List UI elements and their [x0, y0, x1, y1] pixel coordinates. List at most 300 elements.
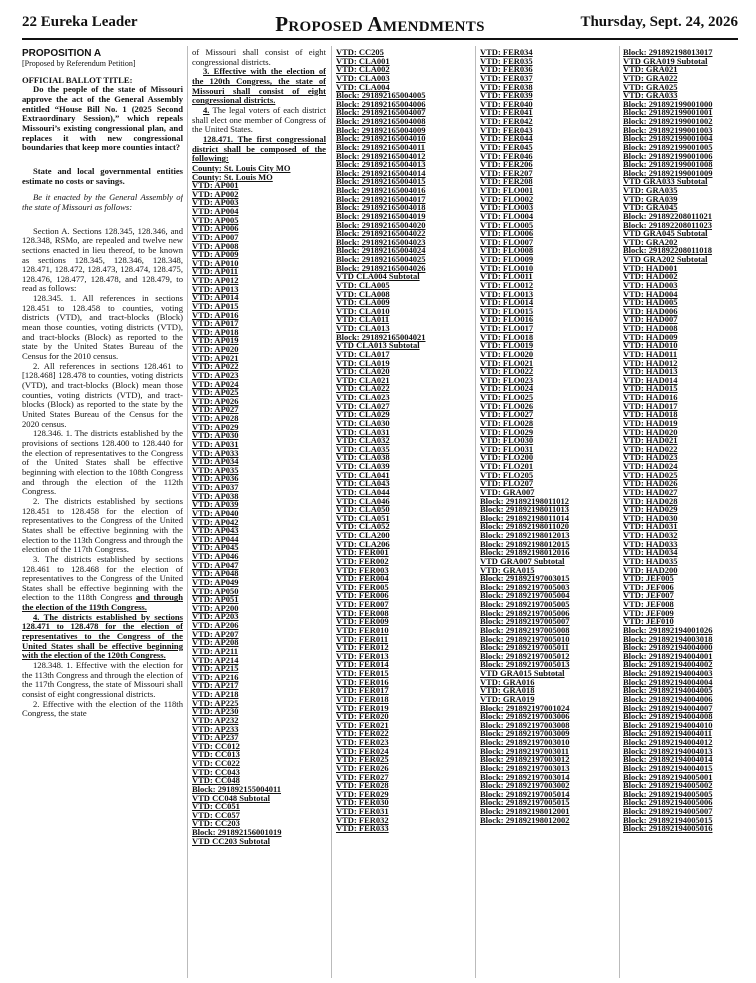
list-item: VTD: HAD007 — [623, 314, 678, 325]
list-item: VTD: CLA008 — [336, 288, 390, 299]
header-rule — [22, 38, 738, 40]
list-item: VTD: AP031 — [192, 438, 239, 449]
list-item: VTD: HAD015 — [623, 383, 678, 394]
list-item: VTD: CLA044 — [336, 486, 390, 497]
list-item: Block: 291892165004006 — [336, 98, 426, 109]
section-128-348-4: 4. The legal voters of each district shall elect one member of Congress of the United States. — [192, 104, 326, 135]
list-item: VTD: FER030 — [336, 797, 389, 808]
list-item: Block: 291892165004022 — [336, 228, 426, 239]
list-item: Block: 291892194004002 — [623, 659, 713, 670]
list-item: VTD: HAD009 — [623, 331, 678, 342]
list-item: VTD CLA013 Subtotal — [336, 340, 420, 351]
list-item: VTD: AP051 — [192, 594, 239, 605]
list-item: Block: 291892194004010 — [623, 719, 713, 730]
list-item: Block: 291892197003002 — [480, 780, 570, 791]
list-item: VTD: AP028 — [192, 413, 239, 423]
list-item: Block: 291892197005010 — [480, 633, 570, 644]
list-item: VTD: AP006 — [192, 223, 239, 234]
list-item: Block: 291892194004014 — [623, 754, 713, 765]
list-item: Block: 291892194004011 — [623, 728, 713, 739]
list-item: VTD: HAD014 — [623, 374, 678, 385]
list-item: VTD: CLA003 — [336, 72, 390, 83]
list-item: Block: 291892197005012 — [480, 650, 570, 661]
list-item: VTD: JEF005 — [623, 573, 674, 584]
list-item: Block: 291892197003013 — [480, 762, 570, 773]
district-list — [480, 48, 615, 824]
list-item: VTD: AP207 — [192, 628, 239, 639]
list-item: VTD: FER013 — [336, 650, 389, 661]
list-item: VTD CLA004 Subtotal — [336, 271, 420, 282]
list-item: VTD: AP203 — [192, 611, 239, 622]
list-item: Block: 291892208011021 — [623, 210, 713, 221]
list-item: VTD: HAD034 — [623, 547, 678, 558]
list-item: VTD: CC013 — [192, 749, 240, 760]
list-item: Block: 291892197003006 — [480, 711, 570, 722]
list-item: VTD: HAD021 — [623, 435, 678, 446]
list-item: VTD: AP013 — [192, 283, 239, 294]
section-128-346-1: 128.346. 1. The districts established by the provisions of sections 128.400 to 128.440 for the election of representatives to the Congress of the United States shall be effective beginning with election to the 108th Congress and through the election of the 112th Congress. — [22, 428, 183, 497]
list-item: VTD: AP218 — [192, 689, 239, 699]
list-item: VTD: FLO008 — [480, 245, 534, 256]
list-item: Block: 291892198012001 — [480, 806, 570, 816]
list-item: VTD: AP037 — [192, 482, 239, 492]
list-item: VTD: GRA033 — [623, 90, 678, 101]
list-item: VTD: FER208 — [480, 176, 533, 187]
list-item: Block: 291892165004019 — [336, 210, 426, 221]
list-item: Block: 291892197003009 — [480, 728, 570, 739]
list-item: VTD: FER015 — [336, 668, 389, 678]
list-item: VTD: CC203 — [192, 818, 240, 829]
list-item: VTD: AP003 — [192, 197, 239, 208]
list-item: Block: 291892194003018 — [623, 633, 713, 644]
list-item: VTD: AP030 — [192, 430, 239, 441]
amended-text: and through the election of the 119th Congress. — [22, 592, 183, 613]
list-item: VTD: FER016 — [336, 676, 389, 687]
list-item: VTD: FLO004 — [480, 210, 534, 221]
list-item: Block: 291892197001024 — [480, 702, 570, 713]
list-item: VTD: HAD033 — [623, 538, 678, 549]
list-item: VTD: CLA020 — [336, 366, 390, 377]
list-item: VTD: HAD029 — [623, 504, 678, 515]
list-item: VTD: HAD200 — [623, 564, 678, 575]
list-item: VTD: FER007 — [336, 599, 389, 609]
list-item: Block: 291892197005004 — [480, 590, 570, 601]
list-item: VTD GRA015 Subtotal — [480, 668, 565, 678]
list-item: VTD: AP039 — [192, 499, 239, 510]
list-item: VTD: FER005 — [336, 581, 389, 592]
list-item: VTD: FER025 — [336, 754, 389, 765]
list-item: Block: 291892194004007 — [623, 702, 713, 713]
list-item: VTD: FER039 — [480, 90, 533, 101]
list-item: Block: 291892194004012 — [623, 737, 713, 747]
list-item: VTD: FLO002 — [480, 193, 534, 204]
list-item: VTD: FLO013 — [480, 288, 534, 299]
list-item: VTD: HAD005 — [623, 297, 678, 308]
list-item: VTD: FER040 — [480, 98, 533, 109]
list-item: VTD: FER046 — [480, 150, 533, 161]
list-item: VTD: HAD022 — [623, 443, 678, 454]
page-header — [22, 12, 738, 36]
list-item: VTD: FER036 — [480, 64, 533, 75]
list-item: VTD: JEF008 — [623, 599, 674, 609]
column-2 — [192, 48, 326, 978]
list-item: VTD: AP047 — [192, 559, 239, 570]
list-item: VTD: AP200 — [192, 602, 239, 613]
list-item: VTD: AP011 — [192, 266, 239, 277]
list-item: Block: 291892155004011 — [192, 783, 282, 794]
list-item: VTD: CLA035 — [336, 443, 390, 454]
list-item: Block: 291892194005002 — [623, 780, 713, 791]
list-item: VTD: FLO010 — [480, 262, 534, 273]
section-128-345-2: 2. All references in sections 128.461 to [128.468] 128.478 to counties, voting districts (VTD), and tract-blocks (Block) mean those counties, voting districts (VTD), and tract-blocks (Block) as reported to the state by the United States Bureau of the Census for the 2020 census. — [22, 360, 183, 429]
list-item: Block: 291892199001008 — [623, 159, 713, 170]
list-item: VTD: AP033 — [192, 447, 239, 458]
list-item: VTD: AP005 — [192, 214, 239, 225]
list-item: VTD: FER037 — [480, 72, 533, 83]
list-item: Block: 291892165004017 — [336, 193, 426, 204]
section-128-348-3: 3. Effective with the election of the 120th Congress, the state of Missouri shall consist of eight congressional districts. — [192, 66, 326, 106]
list-item: Block: 291892198013017 — [623, 48, 713, 57]
list-item: VTD: FLO001 — [480, 185, 534, 195]
list-item: VTD: FLO015 — [480, 305, 534, 316]
list-item: VTD: FLO030 — [480, 435, 534, 446]
list-item: VTD: AP232 — [192, 714, 239, 725]
list-item: Block: 291892197005003 — [480, 581, 570, 592]
list-item: VTD: AP043 — [192, 525, 239, 536]
district-list — [623, 48, 743, 833]
list-item: VTD: AP214 — [192, 654, 239, 665]
list-item: VTD: HAD025 — [623, 469, 678, 480]
list-item: VTD: FLO028 — [480, 417, 534, 428]
issue-date: Thursday, Sept. 24, 2026 — [580, 14, 738, 30]
list-item: VTD: HAD017 — [623, 400, 678, 411]
list-item: VTD: AP045 — [192, 542, 239, 553]
list-item: VTD: FER014 — [336, 659, 389, 670]
list-item: VTD: FLO016 — [480, 314, 534, 325]
list-item: VTD: CLA043 — [336, 478, 390, 489]
list-item: VTD: FER001 — [336, 547, 389, 558]
list-item: VTD: AP036 — [192, 473, 239, 484]
list-item: VTD: FLO011 — [480, 271, 533, 282]
list-item: VTD: FLO017 — [480, 323, 534, 333]
list-item: VTD CC203 Subtotal — [192, 835, 270, 846]
list-item: VTD: FER018 — [336, 693, 389, 704]
list-item: VTD: AP007 — [192, 231, 239, 242]
list-item: VTD: JEF006 — [623, 581, 674, 592]
list-item: Block: 291892194005006 — [623, 797, 713, 808]
list-item: VTD: FER006 — [336, 590, 389, 601]
list-item: Block: 291892165004013 — [336, 159, 426, 170]
list-item: Block: 291892198012013 — [480, 530, 570, 540]
list-item: Block: 291892197005013 — [480, 659, 570, 670]
list-item: Block: 291892197003014 — [480, 771, 570, 782]
district-list — [336, 48, 471, 833]
list-item: VTD: FLO014 — [480, 297, 534, 308]
list-item: VTD: AP016 — [192, 309, 239, 320]
list-item: VTD: HAD013 — [623, 366, 678, 377]
list-item: VTD: GRA021 — [623, 64, 678, 75]
list-item: VTD GRA019 Subtotal — [623, 55, 708, 66]
list-item: VTD: AP009 — [192, 249, 239, 260]
list-item: VTD: GRA035 — [623, 185, 678, 195]
list-item: VTD: HAD031 — [623, 521, 678, 532]
list-item: VTD: AP017 — [192, 318, 239, 329]
list-item: Block: 291892194005007 — [623, 806, 713, 816]
county-heading: County: St. Louis MO — [192, 171, 273, 182]
list-item: Block: 291892198011012 — [480, 495, 570, 506]
list-item: Block: 291892194001026 — [623, 624, 713, 635]
list-item: VTD: CLA022 — [336, 383, 390, 394]
list-item: VTD: FER044 — [480, 133, 533, 144]
list-item: VTD: AP021 — [192, 352, 239, 363]
list-item: VTD: CC012 — [192, 740, 240, 751]
list-item: VTD: FLO003 — [480, 202, 534, 213]
list-item: VTD: HAD006 — [623, 305, 678, 316]
ballot-question: Do the people of the state of Missouri approve the act of the General Assembly entitled “House Bill No. 1 (2025 Second Extraordinary Session),” which repeals Missouri’s existing congressional plan, and replaces it with new congressional boundaries that keep more counties intact? — [22, 84, 183, 153]
list-item: VTD: AP040 — [192, 507, 239, 518]
list-item: VTD: AP230 — [192, 706, 239, 717]
list-item: Block: 291892194004008 — [623, 711, 713, 722]
list-item: VTD: CLA052 — [336, 521, 390, 532]
list-item: VTD: AP042 — [192, 516, 239, 527]
list-item: VTD: HAD032 — [623, 530, 678, 540]
list-item: VTD: CLA010 — [336, 305, 390, 316]
section-a-paragraph: Section A. Sections 128.345, 128.346, and 128.348, RSMo, are repealed and twelve new sections enacted in lieu thereof, to be known as sections 128.345, 128.346, 128.348, 128.471, 128.472, 128.473, 128.474, 128.475, 128.476, 128.477, 128.478, and 128.479, to read as follows: — [22, 225, 183, 294]
list-item: Block: 291892199001000 — [623, 98, 713, 109]
list-item: VTD: FER042 — [480, 116, 533, 126]
list-item: Block: 291892199001004 — [623, 133, 713, 144]
list-item: Block: 291892197005006 — [480, 607, 570, 618]
list-item: VTD: HAD019 — [623, 417, 678, 428]
list-item: Block: 291892198012002 — [480, 814, 570, 825]
list-item: Block: 291892165004010 — [336, 133, 426, 144]
list-item: VTD: AP038 — [192, 490, 239, 501]
list-item: Block: 291892197003011 — [480, 745, 570, 756]
list-item: Block: 291892194004000 — [623, 642, 713, 653]
list-item: VTD: AP215 — [192, 663, 239, 674]
enacting-clause: Be it enacted by the General Assembly of the state of Missouri as follows: — [22, 192, 183, 212]
list-item: Block: 291892194005015 — [623, 814, 713, 825]
section-128-346-3: 3. The districts established by sections 128.461 to 128.468 for the election of representatives to the Congress of the United States shall be effective beginning with the election to the 118th Congress and through the election of the 119th Congress. — [22, 553, 183, 613]
district-list — [192, 164, 326, 181]
list-item: VTD: AP025 — [192, 387, 239, 398]
list-item: VTD: FLO006 — [480, 228, 534, 239]
list-item: VTD CC048 Subtotal — [192, 792, 270, 803]
section-128-471: 128.471. The first congressional district shall be composed of the following: — [192, 133, 326, 164]
list-item: VTD: FLO012 — [480, 279, 534, 290]
list-item: VTD: FER022 — [336, 728, 389, 739]
list-item: VTD: FER002 — [336, 555, 389, 566]
list-item: VTD: FER020 — [336, 711, 389, 722]
list-item: VTD: AP035 — [192, 464, 239, 475]
list-item: VTD: HAD035 — [623, 555, 678, 566]
list-item: VTD: CLA038 — [336, 452, 390, 463]
list-item: VTD: AP014 — [192, 292, 239, 303]
list-item: VTD: FLO205 — [480, 469, 534, 480]
list-item: VTD: FER019 — [336, 702, 389, 713]
proposition-subtitle: [Proposed by Referendum Petition] — [22, 59, 136, 68]
list-item: VTD: GRA018 — [480, 685, 535, 696]
list-item: VTD: CC205 — [336, 48, 384, 57]
list-item: VTD: HAD028 — [623, 495, 678, 506]
list-item: VTD: FLO018 — [480, 331, 534, 342]
column-divider — [619, 46, 620, 978]
list-item: VTD: CC043 — [192, 766, 240, 777]
list-item: Block: 291892165004012 — [336, 150, 426, 161]
list-item: Block: 291892199001006 — [623, 150, 713, 161]
list-item: VTD: FER010 — [336, 624, 389, 635]
list-item: VTD: CLA004 — [336, 81, 390, 92]
list-item: VTD: FER035 — [480, 55, 533, 66]
list-item: VTD: AP029 — [192, 421, 239, 432]
list-item: VTD: AP206 — [192, 620, 239, 630]
list-item: VTD: FER045 — [480, 141, 533, 152]
list-item: Block: 291892194004004 — [623, 676, 713, 687]
list-item: VTD: FER031 — [336, 806, 389, 816]
list-item: Block: 291892165004007 — [336, 107, 426, 118]
list-item: VTD: AP217 — [192, 680, 239, 691]
list-item: VTD: HAD004 — [623, 288, 678, 299]
list-item: VTD: GRA025 — [623, 81, 678, 92]
list-item: VTD: CC022 — [192, 758, 240, 768]
list-item: Block: 291892165004015 — [336, 176, 426, 187]
list-item: VTD: HAD024 — [623, 461, 678, 471]
fiscal-note: State and local governmental entities estimate no costs or savings. — [22, 165, 183, 186]
list-item: VTD: CLA027 — [336, 400, 390, 411]
list-item: VTD: CC048 — [192, 775, 240, 786]
list-item: VTD: FER026 — [336, 762, 389, 773]
list-item: VTD: FLO007 — [480, 236, 534, 247]
list-item: VTD: FER207 — [480, 167, 533, 178]
list-item: VTD: AP233 — [192, 723, 239, 734]
list-item: Block: 291892194004013 — [623, 745, 713, 756]
list-item: VTD: FLO029 — [480, 426, 534, 437]
list-item: VTD: CLA005 — [336, 279, 390, 290]
list-item: Block: 291892165004005 — [336, 90, 426, 101]
list-item: VTD: FER024 — [336, 745, 389, 756]
list-item: VTD: FER029 — [336, 788, 389, 799]
list-item: Block: 291892165004008 — [336, 116, 426, 126]
list-item: VTD: AP008 — [192, 240, 239, 251]
list-item: VTD: HAD020 — [623, 426, 678, 437]
list-item: Block: 291892197005008 — [480, 624, 570, 635]
list-item: VTD: GRA016 — [480, 676, 535, 687]
list-item: VTD: CC057 — [192, 809, 240, 820]
list-item: VTD: FER004 — [336, 573, 389, 584]
list-item: Block: 291892199001001 — [623, 107, 713, 118]
list-item: Block: 291892198011014 — [480, 512, 570, 523]
list-item: VTD: CLA039 — [336, 461, 390, 471]
column-5 — [623, 48, 743, 978]
list-item: Block: 291892198012015 — [480, 538, 570, 549]
list-item: VTD: HAD027 — [623, 486, 678, 497]
list-item: VTD: AP024 — [192, 378, 239, 389]
list-item: VTD: AP027 — [192, 404, 239, 415]
list-item: VTD: AP023 — [192, 369, 239, 380]
county-heading: County: St. Louis City MO — [192, 162, 291, 173]
list-item: VTD: FER011 — [336, 633, 389, 644]
list-item: Block: 291892208011018 — [623, 245, 713, 256]
list-item: VTD: AP001 — [192, 180, 239, 191]
list-item: VTD: FER034 — [480, 48, 533, 57]
list-item: VTD: FER041 — [480, 107, 533, 118]
list-item: VTD: CC051 — [192, 801, 240, 812]
list-item: VTD: AP002 — [192, 188, 239, 199]
list-item: Block: 291892199001003 — [623, 124, 713, 135]
list-item: VTD: HAD012 — [623, 357, 678, 368]
list-item: VTD: HAD023 — [623, 452, 678, 463]
list-item: VTD: FLO027 — [480, 409, 534, 420]
list-item: VTD: CLA013 — [336, 323, 390, 333]
list-item: VTD: AP015 — [192, 300, 239, 311]
list-item: VTD: HAD002 — [623, 271, 678, 282]
list-item: VTD GRA045 Subtotal — [623, 228, 708, 239]
list-item: VTD GRA033 Subtotal — [623, 176, 708, 187]
list-item: VTD: HAD030 — [623, 512, 678, 523]
list-item: VTD: AP225 — [192, 697, 239, 708]
list-item: Block: 291892194004006 — [623, 693, 713, 704]
list-item: VTD: FLO022 — [480, 366, 534, 377]
list-item: VTD: FLO207 — [480, 478, 534, 489]
list-item: VTD: FLO005 — [480, 219, 534, 230]
list-item: VTD: CLA050 — [336, 504, 390, 515]
list-item: VTD: AP010 — [192, 257, 239, 268]
list-item: VTD: FER028 — [336, 780, 389, 791]
list-item: VTD: HAD001 — [623, 262, 678, 273]
list-item: VTD: CLA030 — [336, 417, 390, 428]
list-item: VTD: CLA031 — [336, 426, 390, 437]
list-item: VTD: FER008 — [336, 607, 389, 618]
list-item: VTD: HAD003 — [623, 279, 678, 290]
list-item: Block: 291892197005014 — [480, 788, 570, 799]
list-item: VTD: AP034 — [192, 456, 239, 467]
list-item: VTD: CLA001 — [336, 55, 390, 66]
list-item: Block: 291892197003012 — [480, 754, 570, 765]
list-item: VTD: CLA021 — [336, 374, 390, 385]
section-128-348-2: 2. Effective with the election of the 118th Congress, the state — [22, 698, 183, 719]
section-128-345-1: 128.345. 1. All references in sections 128.451 to 128.458 to counties, voting districts (VTD), and tract-blocks (Block) mean those counties, voting districts (VTD), and tract-blocks (Block) as reported to the state by the United States Bureau of the Census for the 2010 census. — [22, 293, 183, 362]
list-item: VTD: AP046 — [192, 551, 239, 561]
list-item: VTD: CLA029 — [336, 409, 390, 420]
list-item: VTD: FER033 — [336, 823, 389, 834]
column-divider — [475, 46, 476, 978]
column-divider — [331, 46, 332, 978]
list-item: VTD: FLO019 — [480, 340, 534, 351]
list-item: VTD: AP211 — [192, 645, 239, 656]
list-item: VTD: CLA041 — [336, 469, 390, 480]
list-item: VTD GRA202 Subtotal — [623, 254, 708, 264]
list-item: Block: 291892199001005 — [623, 141, 713, 152]
list-item: VTD: CLA206 — [336, 538, 390, 549]
list-item: VTD: HAD010 — [623, 340, 678, 351]
list-item: VTD: FER017 — [336, 685, 389, 696]
list-item: VTD: FER038 — [480, 81, 533, 92]
column-4 — [480, 48, 615, 978]
list-item: VTD: CLA046 — [336, 495, 390, 506]
list-item: VTD: CLA009 — [336, 297, 390, 308]
list-item: VTD: FER027 — [336, 771, 389, 782]
list-item: VTD: GRA019 — [480, 693, 535, 704]
list-item: VTD: FLO023 — [480, 374, 534, 385]
list-item: Block: 291892165004014 — [336, 167, 426, 178]
list-item: VTD: AP216 — [192, 671, 239, 682]
list-item: VTD: FLO009 — [480, 254, 534, 264]
list-item: VTD: FLO021 — [480, 357, 534, 368]
list-item: Block: 291892165004020 — [336, 219, 426, 230]
list-item: Block: 291892197003008 — [480, 719, 570, 730]
list-item: VTD: CLA002 — [336, 64, 390, 75]
column-3 — [336, 48, 471, 978]
